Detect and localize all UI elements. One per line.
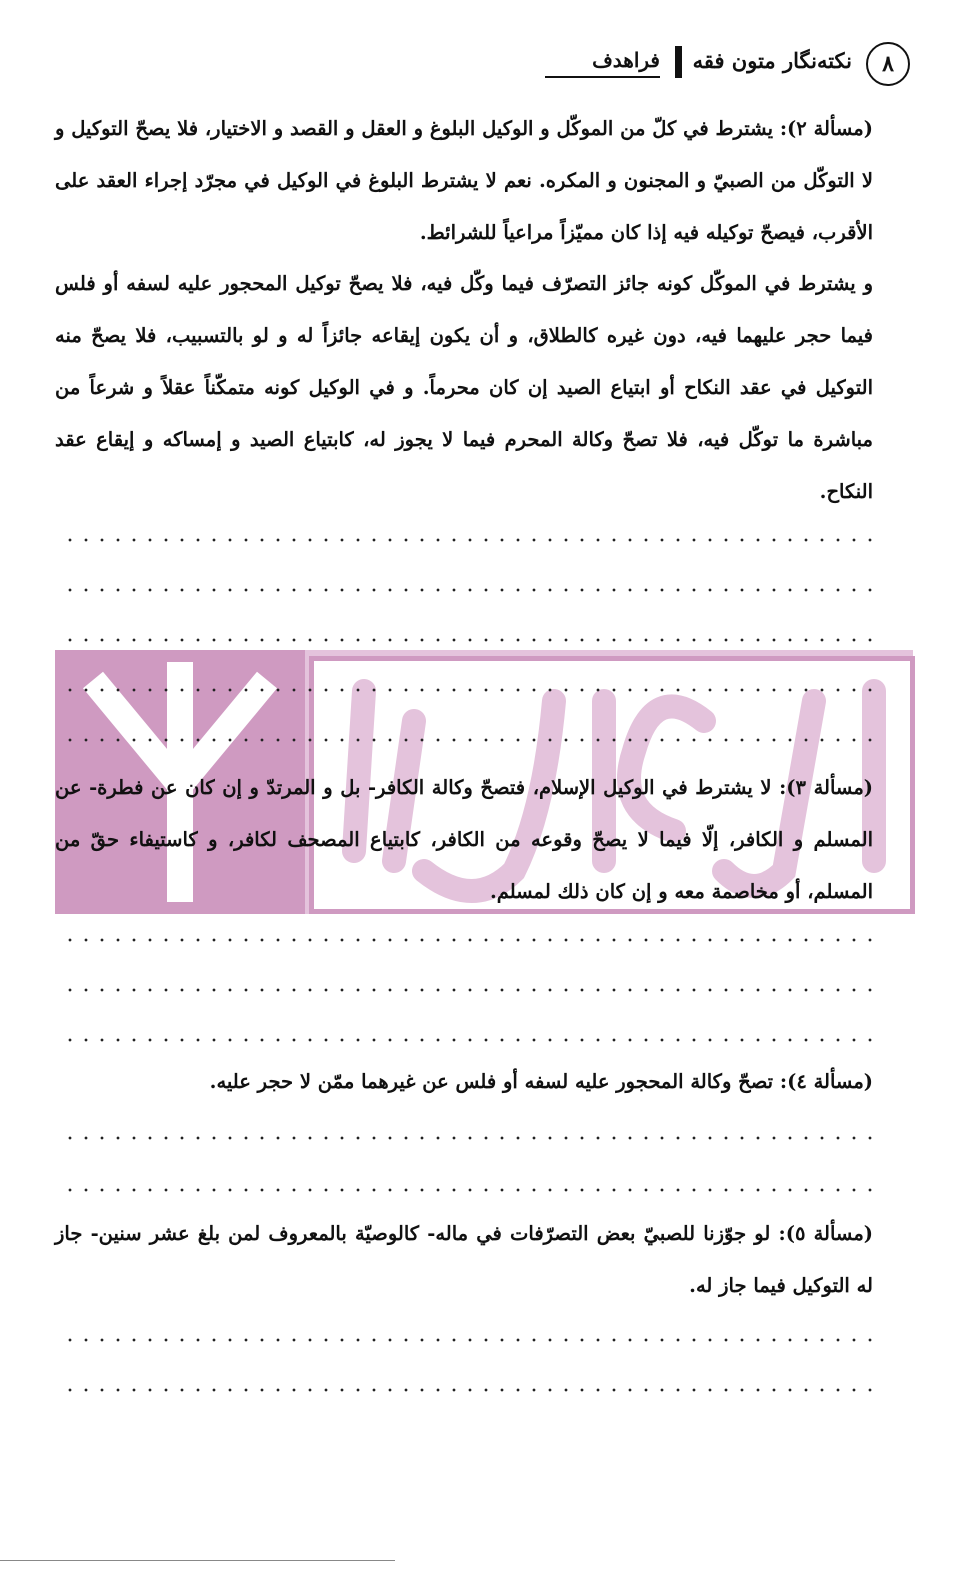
note-line <box>62 738 874 742</box>
paragraph-conditions <box>55 258 873 518</box>
paragraph-text: و يشترط في الموكّل كونه جائز التصرّف فيما وكّل فيه، فلا يصحّ توكيل المحجور عليه لسفه أو فلس فيما حجر عليهما فيه، دون غيره كالطلاق، و أن يكون إيقاعه جائزاً له و لو بالتسبيب، فلا يصحّ منه التوكيل في عقد النكاح أو ابتياع الصيد إن كان محرماً. و في الوكيل كونه متمكّناً عقلاً و شرعاً من مباشرة ما توكّل فيه، فلا تصحّ وكالة المحرم فيما لا يجوز له، كابتياع الصيد و إمساكه و إيقاع عقد النكاح. <box>55 272 873 503</box>
masala-label: (مسألة ٢): <box>779 117 873 140</box>
page-header <box>470 38 910 86</box>
note-line <box>62 638 874 642</box>
note-line <box>62 538 874 542</box>
note-line <box>62 1388 874 1392</box>
publisher-name: فراهدف <box>592 48 660 72</box>
masala-label: (مسألة ٥): <box>778 1222 873 1245</box>
paragraph-masala-4 <box>55 1056 873 1108</box>
header-divider <box>675 46 682 78</box>
paragraph-text: لو جوّزنا للصبيّ بعض التصرّفات في ماله- كالوصيّة بالمعروف لمن بلغ عشر سنين- جاز له التوكيل فيما جاز له. <box>55 1222 873 1297</box>
paragraph-text: تصحّ وكالة المحجور عليه لسفه أو فلس عن غيرهما ممّن لا حجر عليه. <box>209 1070 780 1093</box>
book-title: نکته‌نگار متون فقه <box>692 48 852 73</box>
paragraph-text: لا يشترط في الوكيل الإسلام، فتصحّ وكالة الكافر- بل و المرتدّ و إن كان عن فطرة- عن المسلم و الكافر، إلّا فيما لا يصحّ وقوعه من الكافر، كابتياع المصحف لكافر، و كاستيفاء حقّ من المسلم، أو مخاصمة معه و إن كان ذلك لمسلم. <box>55 776 873 903</box>
note-line <box>62 1038 874 1042</box>
note-line <box>62 938 874 942</box>
bottom-rule <box>0 1560 395 1561</box>
publisher-underline <box>545 76 660 78</box>
page-number: ٨ <box>866 42 910 86</box>
masala-label: (مسألة ٣): <box>779 776 873 799</box>
paragraph-masala-5 <box>55 1208 873 1312</box>
note-line <box>62 1136 874 1140</box>
note-line <box>62 1188 874 1192</box>
paragraph-text: يشترط في كلّ من الموكّل و الوكيل البلوغ و العقل و القصد و الاختيار، فلا يصحّ التوكيل و لا التوكّل من الصبيّ و المجنون و المكره. نعم لا يشترط البلوغ في الوكيل في مجرّد إجراء العقد على الأقرب، فيصحّ توكيله فيه إذا كان مميّزاً مراعياً للشرائط. <box>55 117 873 244</box>
note-line <box>62 988 874 992</box>
masala-label: (مسألة ٤): <box>779 1070 873 1093</box>
paragraph-masala-2 <box>55 103 873 259</box>
paragraph-masala-3 <box>55 762 873 918</box>
note-line <box>62 1338 874 1342</box>
note-line <box>62 688 874 692</box>
note-line <box>62 588 874 592</box>
